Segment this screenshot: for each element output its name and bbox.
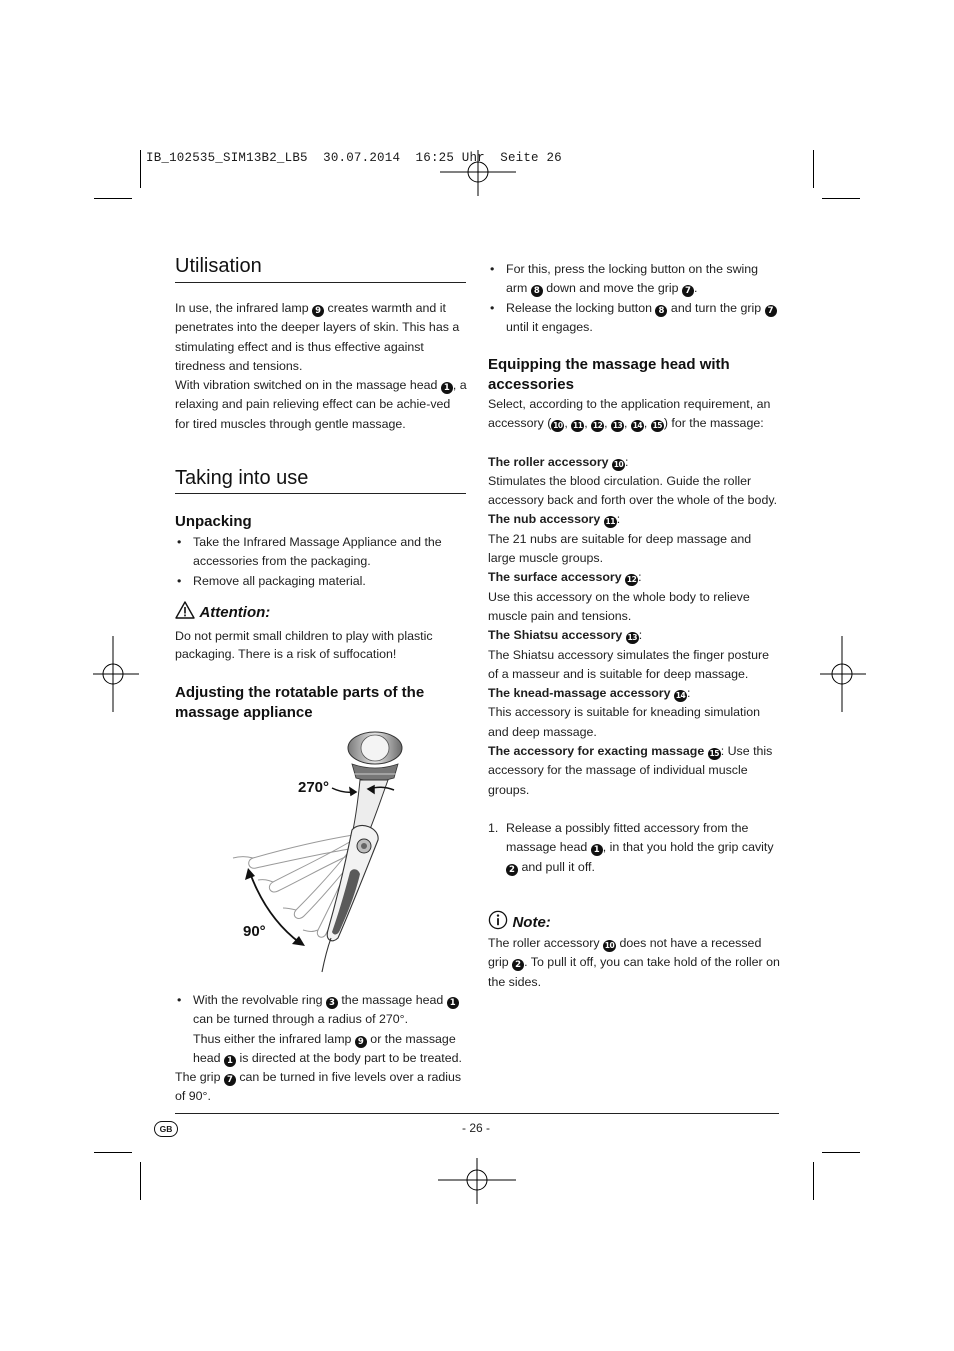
info-icon (488, 910, 508, 930)
callout-13-icon: 13 (627, 633, 637, 643)
list-item: • Take the Infrared Massage Appliance and the accessories from the packaging. (175, 533, 467, 572)
note-text: The roller accessory 10 does not have a recessed grip 2 . To pull it off, you can take hold of the roller on the sides. (488, 936, 780, 989)
callout-14-icon: 14 (632, 421, 643, 431)
utilisation-rule (175, 282, 466, 283)
callout-1-icon: 1 (441, 382, 453, 394)
callout-2-icon: 2 (512, 959, 524, 971)
taking-into-use-rule (175, 493, 466, 494)
label-270: 270° (298, 779, 330, 796)
utilisation-paragraph-1: In use, the infrared lamp 9 creates warmth and it penetrates into the deeper layers of skin. This has a stimulating effect and is thus effective against tiredness and tensions. (175, 301, 460, 373)
unpacking-heading: Unpacking (175, 513, 252, 530)
page-number: - 26 - (462, 1121, 491, 1135)
callout-8-icon: 8 (655, 305, 667, 317)
registration-mark-right-icon (820, 636, 866, 712)
callout-13-icon: 13 (612, 421, 623, 431)
note-title: Note: (512, 914, 551, 931)
list-item: • For this, press the locking button on the swing arm 8 down and move the grip 7 . (488, 260, 780, 299)
warning-triangle-icon (175, 601, 195, 619)
attention-title: Attention: (199, 604, 271, 621)
attention-heading (175, 601, 270, 622)
utilisation-paragraph-2: With vibration switched on in the massage head 1 , a relaxing and pain relieving effect can be achie-ved for tired muscles through gentle massage. (175, 378, 467, 431)
equipping-intro: Select, according to the application requirement, an accessory ( 10 , 11 , 12 , 13 , 14 , 15 ) for the massage: (488, 397, 771, 431)
print-slug: IB_102535_SIM13B2_LB5 30.07.2014 16:25 Uhr Seite 26 (146, 151, 562, 165)
shiatsu-accessory: The Shiatsu accessory 13 : The Shiatsu accessory simulates the finger posture of a masseur and is suitable for deep massage. (488, 628, 769, 681)
list-item: • Remove all packaging material. (175, 572, 467, 591)
registration-mark-bottom-icon (438, 1158, 516, 1204)
callout-7-icon: 7 (765, 305, 777, 317)
callout-7-icon: 7 (682, 285, 694, 297)
callout-9-icon: 9 (312, 305, 324, 317)
massage-appliance-illustration (228, 730, 403, 975)
callout-10-icon: 10 (613, 459, 624, 469)
callout-12-icon: 12 (592, 421, 603, 431)
callout-15-icon: 15 (709, 749, 719, 759)
callout-3-icon: 3 (326, 997, 338, 1009)
callout-1-icon: 1 (447, 997, 459, 1009)
registration-mark-left-icon (93, 636, 139, 712)
attention-text: Do not permit small children to play with plastic packaging. There is a risk of suffocation! (175, 629, 433, 661)
list-item: • Release the locking button 8 and turn the grip 7 until it engages. (488, 299, 780, 338)
callout-10-icon: 10 (553, 421, 563, 431)
list-item: 1. Release a possibly fitted accessory from the massage head 1 , in that you hold the grip cavity 2 and pull it off. (488, 820, 774, 875)
swing-arm-list (488, 260, 780, 337)
callout-7-icon: 7 (224, 1074, 236, 1086)
adjusting-heading: Adjusting the rotatable parts of the massage appliance (175, 684, 425, 721)
list-item: • With the revolvable ring 3 the massage head 1 can be turned through a radius of 270°. Thus either the infrared lamp 9 or the massage head 1 is directed at the body part to be treated. (175, 991, 469, 1068)
equipping-heading: Equipping the massage head with accessories (488, 356, 730, 393)
utilisation-text (175, 299, 467, 434)
grip-paragraph: The grip 7 can be turned in five levels over a radius of 90°. (175, 1070, 462, 1104)
nub-accessory: The nub accessory 11 : The 21 nubs are suitable for deep massage and large muscle groups. (488, 512, 752, 566)
callout-12-icon: 12 (626, 575, 637, 585)
note-heading (488, 910, 551, 932)
roller-accessory: The roller accessory 10 : Stimulates the blood circulation. Guide the roller accessory back and forth over the whole of the body. (488, 454, 778, 508)
callout-11-icon: 11 (573, 421, 583, 431)
unpacking-list (175, 533, 467, 591)
callout-15-icon: 15 (652, 421, 663, 431)
knead-accessory: The knead-massage accessory 14 : This accessory is suitable for kneading simulation and deep massage. (488, 686, 761, 739)
adjusting-text (175, 991, 469, 1107)
callout-1-icon: 1 (591, 844, 603, 856)
equipping-text (488, 395, 782, 877)
label-90: 90° (243, 923, 266, 940)
exact-accessory: The accessory for exacting massage 15 : Use this accessory for the massage of individual muscle groups. (488, 744, 773, 797)
taking-into-use-title: Taking into use (175, 467, 309, 489)
surface-accessory: The surface accessory 12 : Use this accessory on the whole body to relieve muscle pain and tensions. (488, 570, 750, 623)
callout-9-icon: 9 (355, 1036, 367, 1048)
country-badge: GB (154, 1121, 178, 1137)
callout-8-icon: 8 (531, 285, 543, 297)
callout-14-icon: 14 (675, 691, 686, 701)
callout-10-icon: 10 (604, 941, 615, 950)
callout-2-icon: 2 (506, 864, 518, 876)
callout-11-icon: 11 (605, 517, 615, 527)
callout-1-icon: 1 (224, 1055, 236, 1067)
utilisation-title: Utilisation (175, 255, 262, 277)
footer-rule (175, 1113, 779, 1114)
